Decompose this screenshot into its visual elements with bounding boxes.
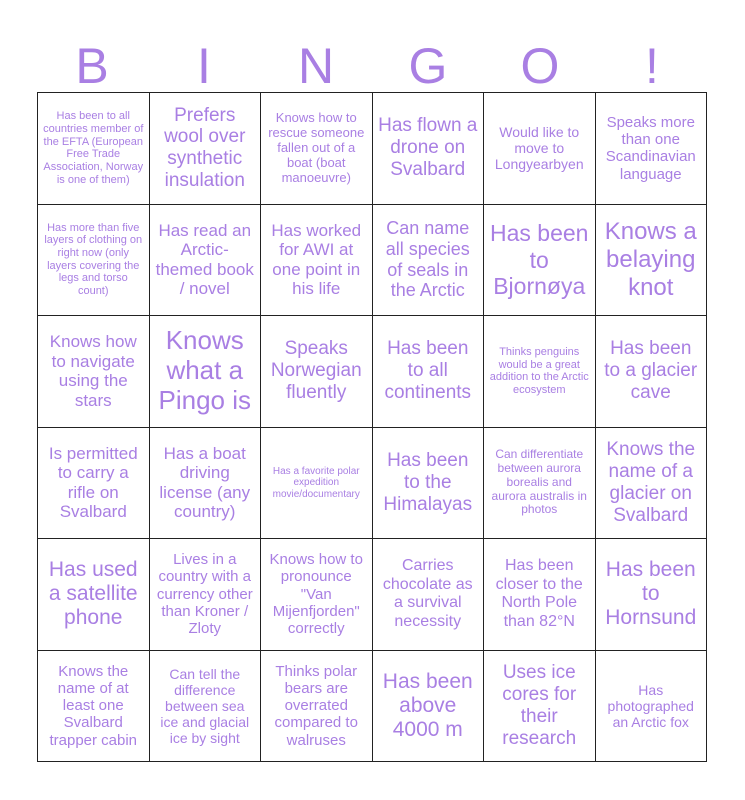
bingo-cell[interactable]: Has read an Arctic-themed book / novel — [150, 205, 262, 317]
bingo-cell[interactable]: Has been to Bjornøya — [484, 205, 596, 317]
bingo-cell[interactable]: Has used a satellite phone — [38, 539, 150, 651]
bingo-cell[interactable]: Has a boat driving license (any country) — [150, 428, 262, 540]
bingo-cell[interactable]: Knows a belaying knot — [596, 205, 708, 317]
title-letter: G — [408, 38, 448, 94]
bingo-cell[interactable]: Prefers wool over synthetic insulation — [150, 93, 262, 205]
bingo-cell[interactable]: Has a favorite polar expedition movie/documentary — [261, 428, 373, 540]
bingo-cell[interactable]: Has flown a drone on Svalbard — [373, 93, 485, 205]
title-letter: ! — [645, 38, 659, 94]
bingo-cell[interactable]: Can tell the difference between sea ice and glacial ice by sight — [150, 651, 262, 763]
bingo-cell[interactable]: Speaks more than one Scandinavian language — [596, 93, 708, 205]
bingo-cell[interactable]: Knows the name of at least one Svalbard trapper cabin — [38, 651, 150, 763]
title-letter: O — [520, 38, 560, 94]
title-letter: I — [197, 38, 211, 94]
bingo-cell[interactable]: Has been closer to the North Pole than 82°N — [484, 539, 596, 651]
bingo-cell[interactable]: Knows what a Pingo is — [150, 316, 262, 428]
bingo-cell[interactable]: Knows how to pronounce "Van Mijenfjorden" correctly — [261, 539, 373, 651]
bingo-cell[interactable]: Can name all species of seals in the Arctic — [373, 205, 485, 317]
bingo-cell[interactable]: Lives in a country with a currency other than Kroner / Zloty — [150, 539, 262, 651]
bingo-grid — [37, 92, 707, 762]
bingo-cell[interactable]: Knows the name of a glacier on Svalbard — [596, 428, 708, 540]
bingo-cell[interactable]: Can differentiate between aurora borealis and aurora australis in photos — [484, 428, 596, 540]
title-letter: N — [297, 38, 335, 94]
bingo-cell[interactable]: Is permitted to carry a rifle on Svalbard — [38, 428, 150, 540]
bingo-cell[interactable]: Thinks polar bears are overrated compared to walruses — [261, 651, 373, 763]
bingo-cell[interactable]: Knows how to rescue someone fallen out of a boat (boat manoeuvre) — [261, 93, 373, 205]
bingo-cell[interactable]: Has worked for AWI at one point in his life — [261, 205, 373, 317]
bingo-cell[interactable]: Uses ice cores for their research — [484, 651, 596, 763]
bingo-cell[interactable]: Has been to the Himalayas — [373, 428, 485, 540]
bingo-cell[interactable]: Has been to Hornsund — [596, 539, 708, 651]
bingo-cell[interactable]: Thinks penguins would be a great addition to the Arctic ecosystem — [484, 316, 596, 428]
bingo-cell[interactable]: Has been to all continents — [373, 316, 485, 428]
bingo-cell[interactable]: Speaks Norwegian fluently — [261, 316, 373, 428]
bingo-cell[interactable]: Has been to all countries member of the EFTA (European Free Trade Association, Norway is one of them) — [38, 93, 150, 205]
bingo-cell[interactable]: Carries chocolate as a survival necessity — [373, 539, 485, 651]
bingo-cell[interactable]: Has been to a glacier cave — [596, 316, 708, 428]
bingo-title — [37, 36, 708, 96]
bingo-cell[interactable]: Has been above 4000 m — [373, 651, 485, 763]
bingo-cell[interactable]: Has more than five layers of clothing on right now (only layers covering the legs and torso count) — [38, 205, 150, 317]
bingo-cell[interactable]: Would like to move to Longyearbyen — [484, 93, 596, 205]
bingo-cell[interactable]: Has photographed an Arctic fox — [596, 651, 708, 763]
title-letter: B — [75, 38, 109, 94]
bingo-cell[interactable]: Knows how to navigate using the stars — [38, 316, 150, 428]
